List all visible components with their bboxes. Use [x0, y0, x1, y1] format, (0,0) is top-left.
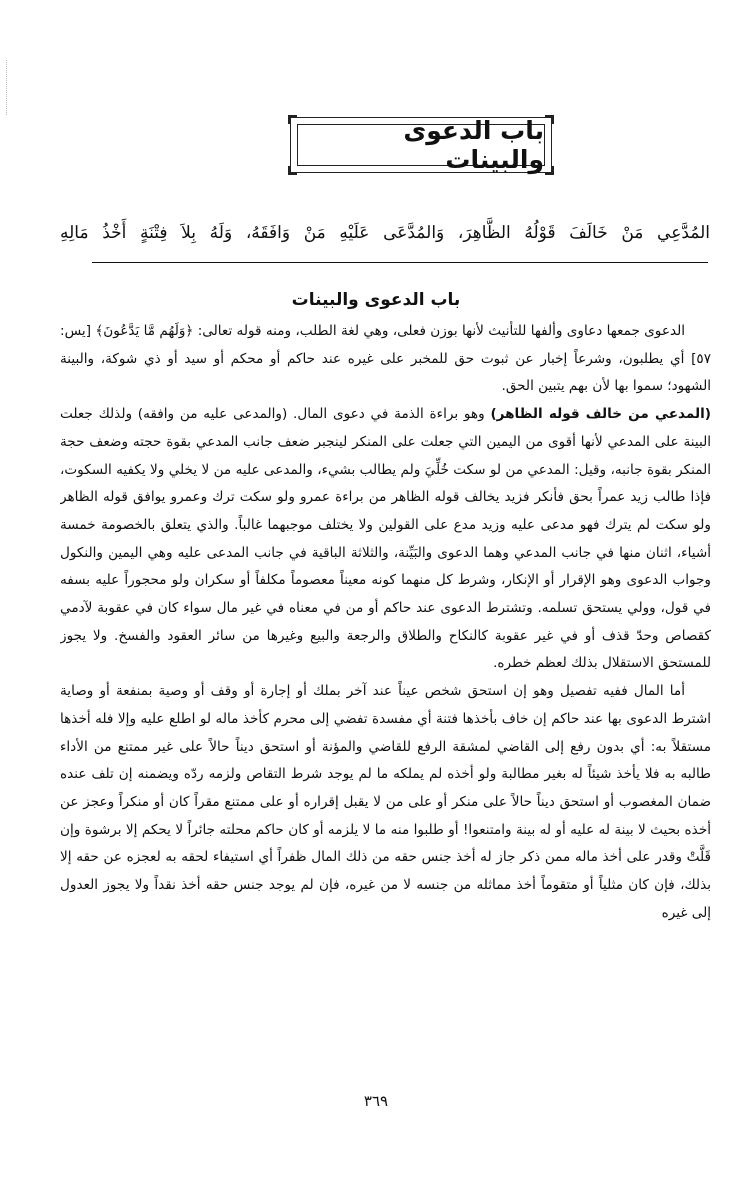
page-number: ٣٦٩ [363, 1092, 389, 1110]
paragraph-lead: (المدعي من خالف قوله الظاهر) [490, 406, 711, 423]
section-title: باب الدعوى والبينات [291, 290, 461, 310]
frame-corner [545, 166, 554, 175]
chapter-title-frame [290, 117, 552, 173]
paragraph-text: الدعوى جمعها دعاوى وألفها للتأنيث لأنها بوزن فعلى، وهي لغة الطلب، ومنه قوله تعالى: ﴿وَلَهُم مَّا يَدَّعُونَ﴾ [يس: ٥٧] أي يطلبون، وشرعاً إخبار عن ثبوت حق للمخبر على غيره عند حاكم أو محكم أو سيد أو ذي شوكة، والبينة الشهود؛ سموا بها لأن بهم يتبين الحق. [60, 323, 711, 395]
matn-divider [92, 262, 708, 263]
paragraph [60, 401, 711, 678]
paragraph [60, 318, 711, 401]
matn-text: المُدَّعِي مَنْ خَالَفَ قَوْلُهُ الظَّاهِرَ، وَالمُدَّعَى عَلَيْهِ مَنْ وَافَقَهُ، وَلَهُ بِلاَ فِتْنَةٍ أَخْذُ مَالِهِ [60, 223, 710, 243]
paragraph-text: وهو براءة الذمة في دعوى المال. (والمدعى عليه من وافقه) ولذلك جعلت البينة على المدعي لأنها أقوى من اليمين التي جعلت على المنكر لينجبر ضعف جانب المدعي بقوة حجته وضعف حجة المنكر بقوة جانبه، وقيل: المدعي من لو سكت خُلِّيَ ولم يطالب بشيء، والمدعى عليه من لا يخلي ولا يكفيه السكوت، فإذا طالب زيد عمراً بحق فأنكر فزيد يخالف قوله الظاهر من براءة عمرو ولو سكت ترك وعمرو يوافق قوله الظاهر ولو سكت لم يترك فهو مدعى عليه وزيد مدع على القولين ولا يختلف موجبهما غالباً. والذي يتعلق بالخصومة خمسة أشياء، اثنان منها في جانب المدعي وهما الدعوى والبَيِّنة، والثلاثة الباقية في جانب المدعى عليه وهي اليمين والنكول وجواب الدعوى وهو الإقرار أو الإنكار، وشرط كل منهما كونه معيناً معصوماً مكلفاً أو سكران ولو محجوراً عليه بسفه في قول، وولي يستحق تسلمه. وتشترط الدعوى عند حاكم أو من في معناه في غير مال سواء كان في عقوبة لآدمي كقصاص وحدّ قذف أو في غير عقوبة كالنكاح والطلاق والرجعة والبيع وغيرها من سائر العقود والفسخ. ولا يجوز للمستحق الاستقلال بذلك لعظم خطره. [60, 406, 711, 672]
paragraph [60, 678, 711, 927]
chapter-title: باب الدعوى والبينات [297, 124, 545, 166]
frame-corner [545, 115, 554, 124]
commentary-body [60, 318, 711, 1088]
margin-mark [6, 60, 8, 115]
paragraph-text: أما المال ففيه تفصيل وهو إن استحق شخص عيناً عند آخر بملك أو إجارة أو وقف أو وصية بمنفعة أو وصاية اشترط الدعوى بها عند حاكم إن خاف بأخذها فتنة أي مفسدة تفضي إلى محرم كأخذ ماله لو اطلع عليه وإلا فله أخذها مستقلاً به: أي بدون رفع إلى القاضي لمشقة الرفع للقاضي والمؤنة أو استحق ديناً حالاً على غير ممتنع من الأداء طالبه به فلا يأخذ شيئاً له بغير مطالبة ولو أخذه لم يملكه ما لم يوجد شرط التقاص ولزمه ردّه ويضمنه إن تلف عنده ضمان المغصوب أو استحق ديناً حالاً على منكر أو على من لا يقبل إقراره أو على ممتنع مقراً كان أو منكراً وعجز عن أخذه بحيث لا بينة له عليه أو له بينة وامتنعوا! أو طلبوا منه ما لا يلزمه أو كان حاكم محلته جائراً لا يحكم إلا برشوة وإن قَلَّتْ وقدر على أخذ ماله ممن ذكر جاز له أخذ جنس حقه من ذلك المال ظفراً أي استيفاء لحقه به لعجزه عن حقه إلا بذلك، فإن كان مثلياً أو متقوماً أخذ مماثله من جنسه لا من غيره، فإن لم يوجد جنس حقه أخذ نقداً ولا يجوز العدول إلى غيره [60, 683, 711, 921]
frame-corner [288, 115, 297, 124]
frame-corner [288, 166, 297, 175]
